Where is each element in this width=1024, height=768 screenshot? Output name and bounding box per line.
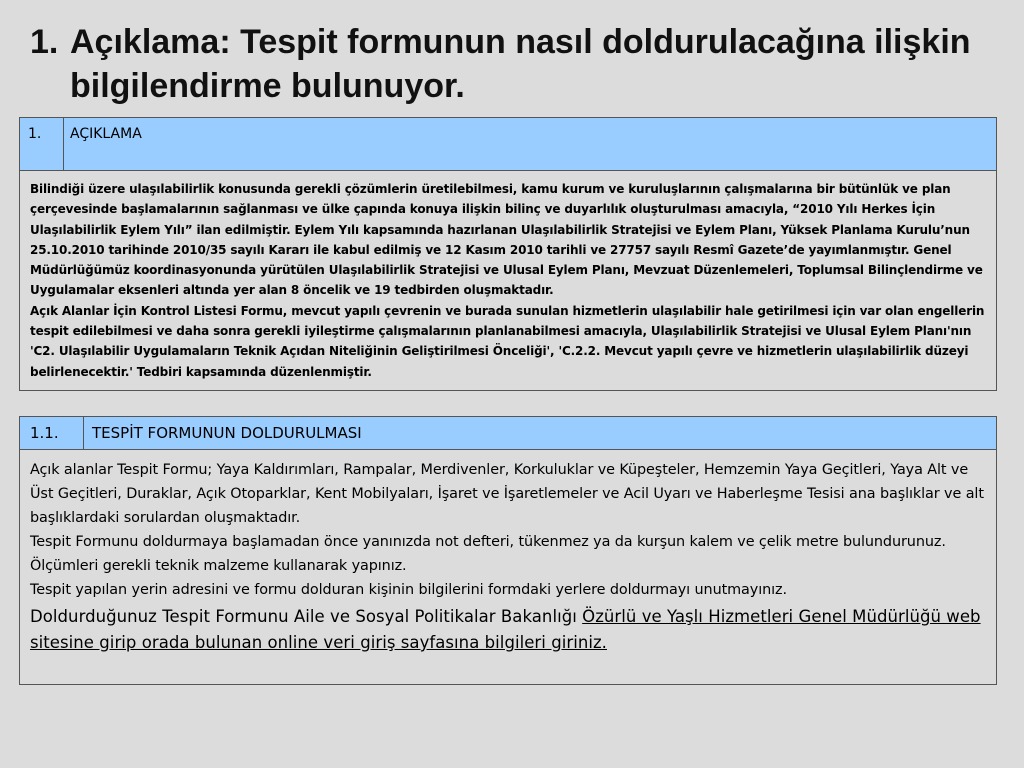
tespit-number: 1.1. xyxy=(20,417,84,450)
tespit-final-underlined: Özürlü ve Yaşlı Hizmetleri Genel Müdürlüğü web sitesine girip orada bulunan online veri giriş sayfasına bilgileri giriniz. xyxy=(30,607,981,652)
slide-title-number: 1. xyxy=(30,23,59,61)
tespit-paragraph-1: Açık alanlar Tespit Formu; Yaya Kaldırımları, Rampalar, Merdivenler, Korkuluklar ve Küpeşteler, Hemzemin Yaya Geçitleri, Yaya Alt ve Üst Geçitleri, Duraklar, Açık Otoparklar, Kent Mobilyaları, İşaret ve İşaretlemeler ve Acil Uyarı ve Haberleşme Tesisi ana başlıklar ve alt başlıklardaki sorulardan oluşmaktadır. xyxy=(30,462,984,526)
tespit-body-row xyxy=(20,450,997,685)
aciklama-body xyxy=(20,171,997,391)
tespit-final-instruction xyxy=(30,604,986,656)
aciklama-body-row xyxy=(20,171,997,391)
aciklama-paragraph-1: Bilindiği üzere ulaşılabilirlik konusunda gerekli çözümlerin üretilebilmesi, kamu kurum ve kuruluşlarının çalışmalarına bir bütünlük ve plan çerçevesinde başlamalarının sağlanması ve ülke çapında konuya ilişkin bilinç ve duyarlılık oluşturulması amacıyla, “2010 Yılı Herkes İçin Ulaşılabilirlik Eylem Yılı” ilan edilmiştir. Eylem Yılı kapsamında hazırlanan Ulaşılabilirlik Stratejisi ve Eylem Planı, Yüksek Planlama Kurulu’nun 25.10.2010 tarihinde 2010/35 sayılı Kararı ile kabul edilmiş ve 12 Kasım 2010 tarihli ve 27757 sayılı Resmî Gazete’de yayımlanmıştır. Genel Müdürlüğümüz koordinasyonunda yürütülen Ulaşılabilirlik Stratejisi ve Ulusal Eylem Planı, Mevzuat Düzenlemeleri, Toplumsal Bilinçlendirme ve Uygulamalar eksenleri altında yer alan 8 öncelik ve 19 tedbirden oluşmaktadır. xyxy=(30,182,983,298)
aciklama-table xyxy=(19,117,997,391)
tespit-body xyxy=(20,450,997,685)
tespit-final-plain: Doldurduğunuz Tespit Formunu Aile ve Sosyal Politikalar Bakanlığı xyxy=(30,607,583,626)
aciklama-paragraph-2: Açık Alanlar İçin Kontrol Listesi Formu, mevcut yapılı çevrenin ve burada sunulan hizmetlerin ulaşılabilir hale getirilmesi için var olan engellerin tespit edilebilmesi ve daha sonra gerekli iyileştirme çalışmalarının planlanabilmesi amacıyla, Ulaşılabilirlik Stratejisi ve Ulusal Eylem Planı'nın 'C2. Ulaşılabilir Uygulamaların Teknik Açıdan Niteliğinin Geliştirilmesi Önceliği', 'C.2.2. Mevcut yapılı çevre ve hizmetlerin ulaşılabilirlik düzeyi belirlenecektir.' Tedbiri kapsamında düzenlenmiştir. xyxy=(30,303,985,379)
tespit-paragraph-2: Tespit Formunu doldurmaya başlamadan önce yanınızda not defteri, tükenmez ya da kurşun kalem ve çelik metre bulundurunuz. Ölçümleri gerekli teknik malzeme kullanarak yapınız. xyxy=(30,534,946,574)
tespit-formu-table xyxy=(19,416,997,685)
aciklama-header-row xyxy=(20,118,997,171)
tespit-header-row xyxy=(20,417,997,450)
tespit-paragraph-3: Tespit yapılan yerin adresini ve formu dolduran kişinin bilgilerini formdaki yerlere doldurmayı unutmayınız. xyxy=(30,582,787,598)
aciklama-heading: AÇIKLAMA xyxy=(64,118,997,171)
aciklama-number: 1. xyxy=(20,118,64,171)
slide-title xyxy=(30,20,990,108)
tespit-heading: TESPİT FORMUNUN DOLDURULMASI xyxy=(84,417,997,450)
slide-title-text: Açıklama: Tespit formunun nasıl doldurulacağına ilişkin bilgilendirme bulunuyor. xyxy=(70,23,971,105)
